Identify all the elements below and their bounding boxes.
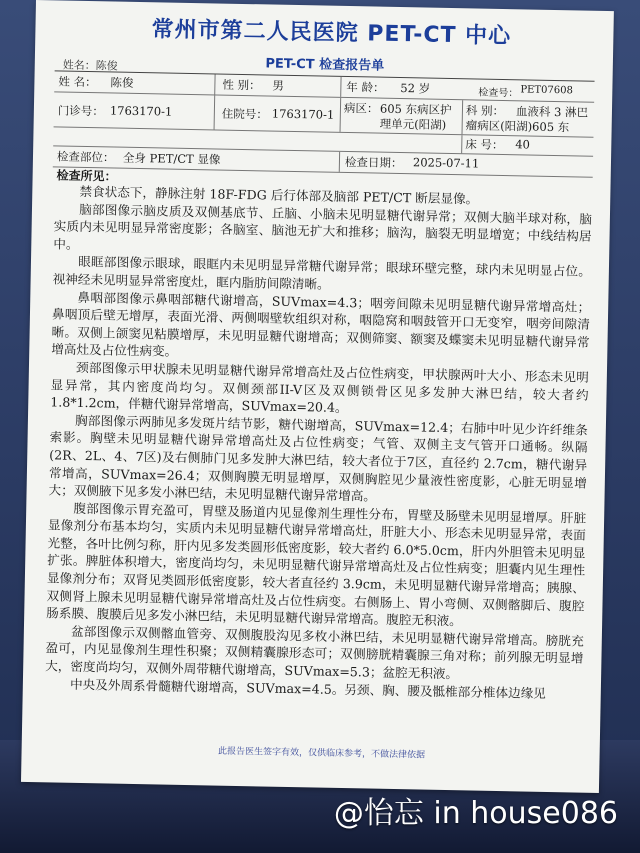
dept-label: 科 别： [465, 103, 505, 119]
patient-age: 52 岁 [400, 81, 431, 96]
exam-no-label: 检查号： [478, 87, 519, 100]
exam-part-label: 检查部位： [56, 149, 115, 165]
ward-label: 病区： [343, 100, 379, 116]
ward-line-2: 理单元(阳湖) [379, 116, 447, 132]
age-label: 年 龄： [346, 79, 385, 95]
hospital-title: 常州市第二人民医院 PET-CT 中心 [151, 17, 512, 50]
findings-paragraph: 腹部图像示胃充盈可，胃壁及肠道内见显像剂生理性分布，胃壁及肠壁未见明显增厚。肝脏显像剂分布基本均匀，实质内未见明显糖代谢异常增高灶，肝脏大小、形态未见明显异常，表面光整，各叶比例匀称，肝内见多发类圆形低密度影，较大者约 6.0*5.0cm，肝内外胆管未见明显扩张。脾脏体积增大，密度尚均匀，未见明显糖代谢异常增高灶及占位性病变；胆囊内见生理性显像剂分布；双肾见类圆形低密度影，较大者直径约 3.9cm，未见明显糖代谢异常增高；胰腺、双侧肾上腺未见明显糖代谢异常增高灶及占位性病变。右侧肠上、胃小弯侧、双侧髂脚后、腹腔肠系膜、腹膜后见多发小淋巴结，未见明显糖代谢异常增高。腹腔无积液。 [46, 500, 587, 629]
inpatient-number: 1763170-1 [271, 106, 335, 122]
top-patient-name: 姓名：陈俊 [62, 58, 118, 73]
ward-line-1: 605 东病区护 [379, 101, 452, 117]
findings-paragraph: 鼻咽部图像示鼻咽部糖代谢增高，SUVmax=4.3；咽旁间隙未见明显糖代谢异常增高灶；鼻咽顶后壁无增厚，表面光滑、两侧咽壁软组织对称，咽隐窝和咽鼓管开口无变窄，咽旁间隙清晰。双侧上颌窦见粘膜增厚，未见明显糖代谢增高；双侧筛窦、额窦及蝶窦未见明显糖代谢异常增高灶及占位性病变。 [51, 289, 591, 360]
footer-note: 此报告医生签字有效，仅供临床参考，不做法律依据 [217, 746, 426, 761]
report-paper [21, 0, 614, 793]
findings-paragraph: 禁食状态下，静脉注射 18F-FDG 后行体部及脑部 PET/CT 断层显像。 [79, 183, 479, 207]
watermark-text: @怡忘 in house086 [333, 796, 618, 831]
name-label: 姓 名： [58, 74, 97, 90]
outpatient-label: 门诊号： [57, 103, 105, 119]
exam-part: 全身 PET/CT 显像 [122, 150, 221, 167]
findings-paragraph: 中央及外周系骨髓糖代谢增高，SUVmax=4.5。另颈、胸、腰及骶椎部分椎体边缘见 [69, 676, 547, 701]
bed-label: 床 号： [465, 137, 504, 152]
exam-date-label: 检查日期： [344, 154, 403, 171]
patient-info-table [53, 70, 595, 177]
findings-paragraph: 盆部图像示双侧髂血管旁、双侧腹股沟见多枚小淋巴结，未见明显糖代谢异常增高。膀胱充盈可，内见显像剂生理性积聚；双侧精囊腺形态可；双侧膀胱精囊腺三角对称；前列腺无明显增大，密度尚均匀，双侧外周带糖代谢增高，SUVmax=5.3；盆腔无积液。 [45, 623, 584, 682]
dept-line-2: 瘤病区(阳湖)605 东 [465, 118, 570, 135]
findings-paragraph: 眼眶部图像示眼球，眼眶内未见明显异常糖代谢异常；眼球环壁完整，球内未见明显占位。视神经未见明显异常密度灶，眶内脂肪间隙清晰。 [52, 254, 592, 292]
findings-label: 检查所见： [56, 168, 117, 184]
patient-name: 陈俊 [110, 75, 134, 90]
findings-text [45, 182, 593, 702]
patient-gender: 男 [272, 78, 285, 93]
dept-line-1: 血液科 3 淋巴 [515, 104, 589, 120]
findings-paragraph: 胸部图像示两肺见多发斑片结节影，糖代谢增高，SUVmax=12.4；右肺中叶见少许纤维条索影。胸壁未见明显糖代谢异常增高灶及占位性病变；气管、双侧主支气管开口通畅。纵隔(2R、2L、4、7区)及右侧肺门见多发肿大淋巴结，较大者位于7区，直径约 2.7cm，糖代谢异常增高，SUVmax=26.4；双侧胸膜无明显增厚，双侧胸腔见少量液性密度影，心脏无明显增大；双侧腋下见多发小淋巴结，未见明显糖代谢异常增高。 [48, 412, 588, 504]
outpatient-number: 1763170-1 [109, 103, 173, 119]
report-title: PET-CT 检查报告单 [265, 56, 385, 74]
gender-label: 性 别： [222, 77, 261, 93]
findings-paragraph: 颈部图像示甲状腺未见明显糖代谢异常增高灶及占位性病变，甲状腺两叶大小、形态未见明显异常，其内密度尚均匀。双侧颈部II-V区及双侧锁骨区见多发肿大淋巴结，较大者约 1.8*1.2cm，伴糖代谢异常增高，SUVmax=20.4。 [50, 359, 590, 416]
exam-number: PET07608 [520, 84, 573, 97]
bed-number: 40 [515, 137, 531, 152]
inpatient-label: 住院号： [221, 106, 268, 122]
findings-paragraph: 脑部图像示脑皮质及双侧基底节、丘脑、小脑未见明显糖代谢异常；双侧大脑半球对称，脑实质内未见明显异常密度影；各脑室、脑池无扩大和推移；脑沟，脑裂无明显增宽；中线结构居中。 [53, 201, 593, 252]
exam-date: 2025-07-11 [412, 155, 480, 171]
